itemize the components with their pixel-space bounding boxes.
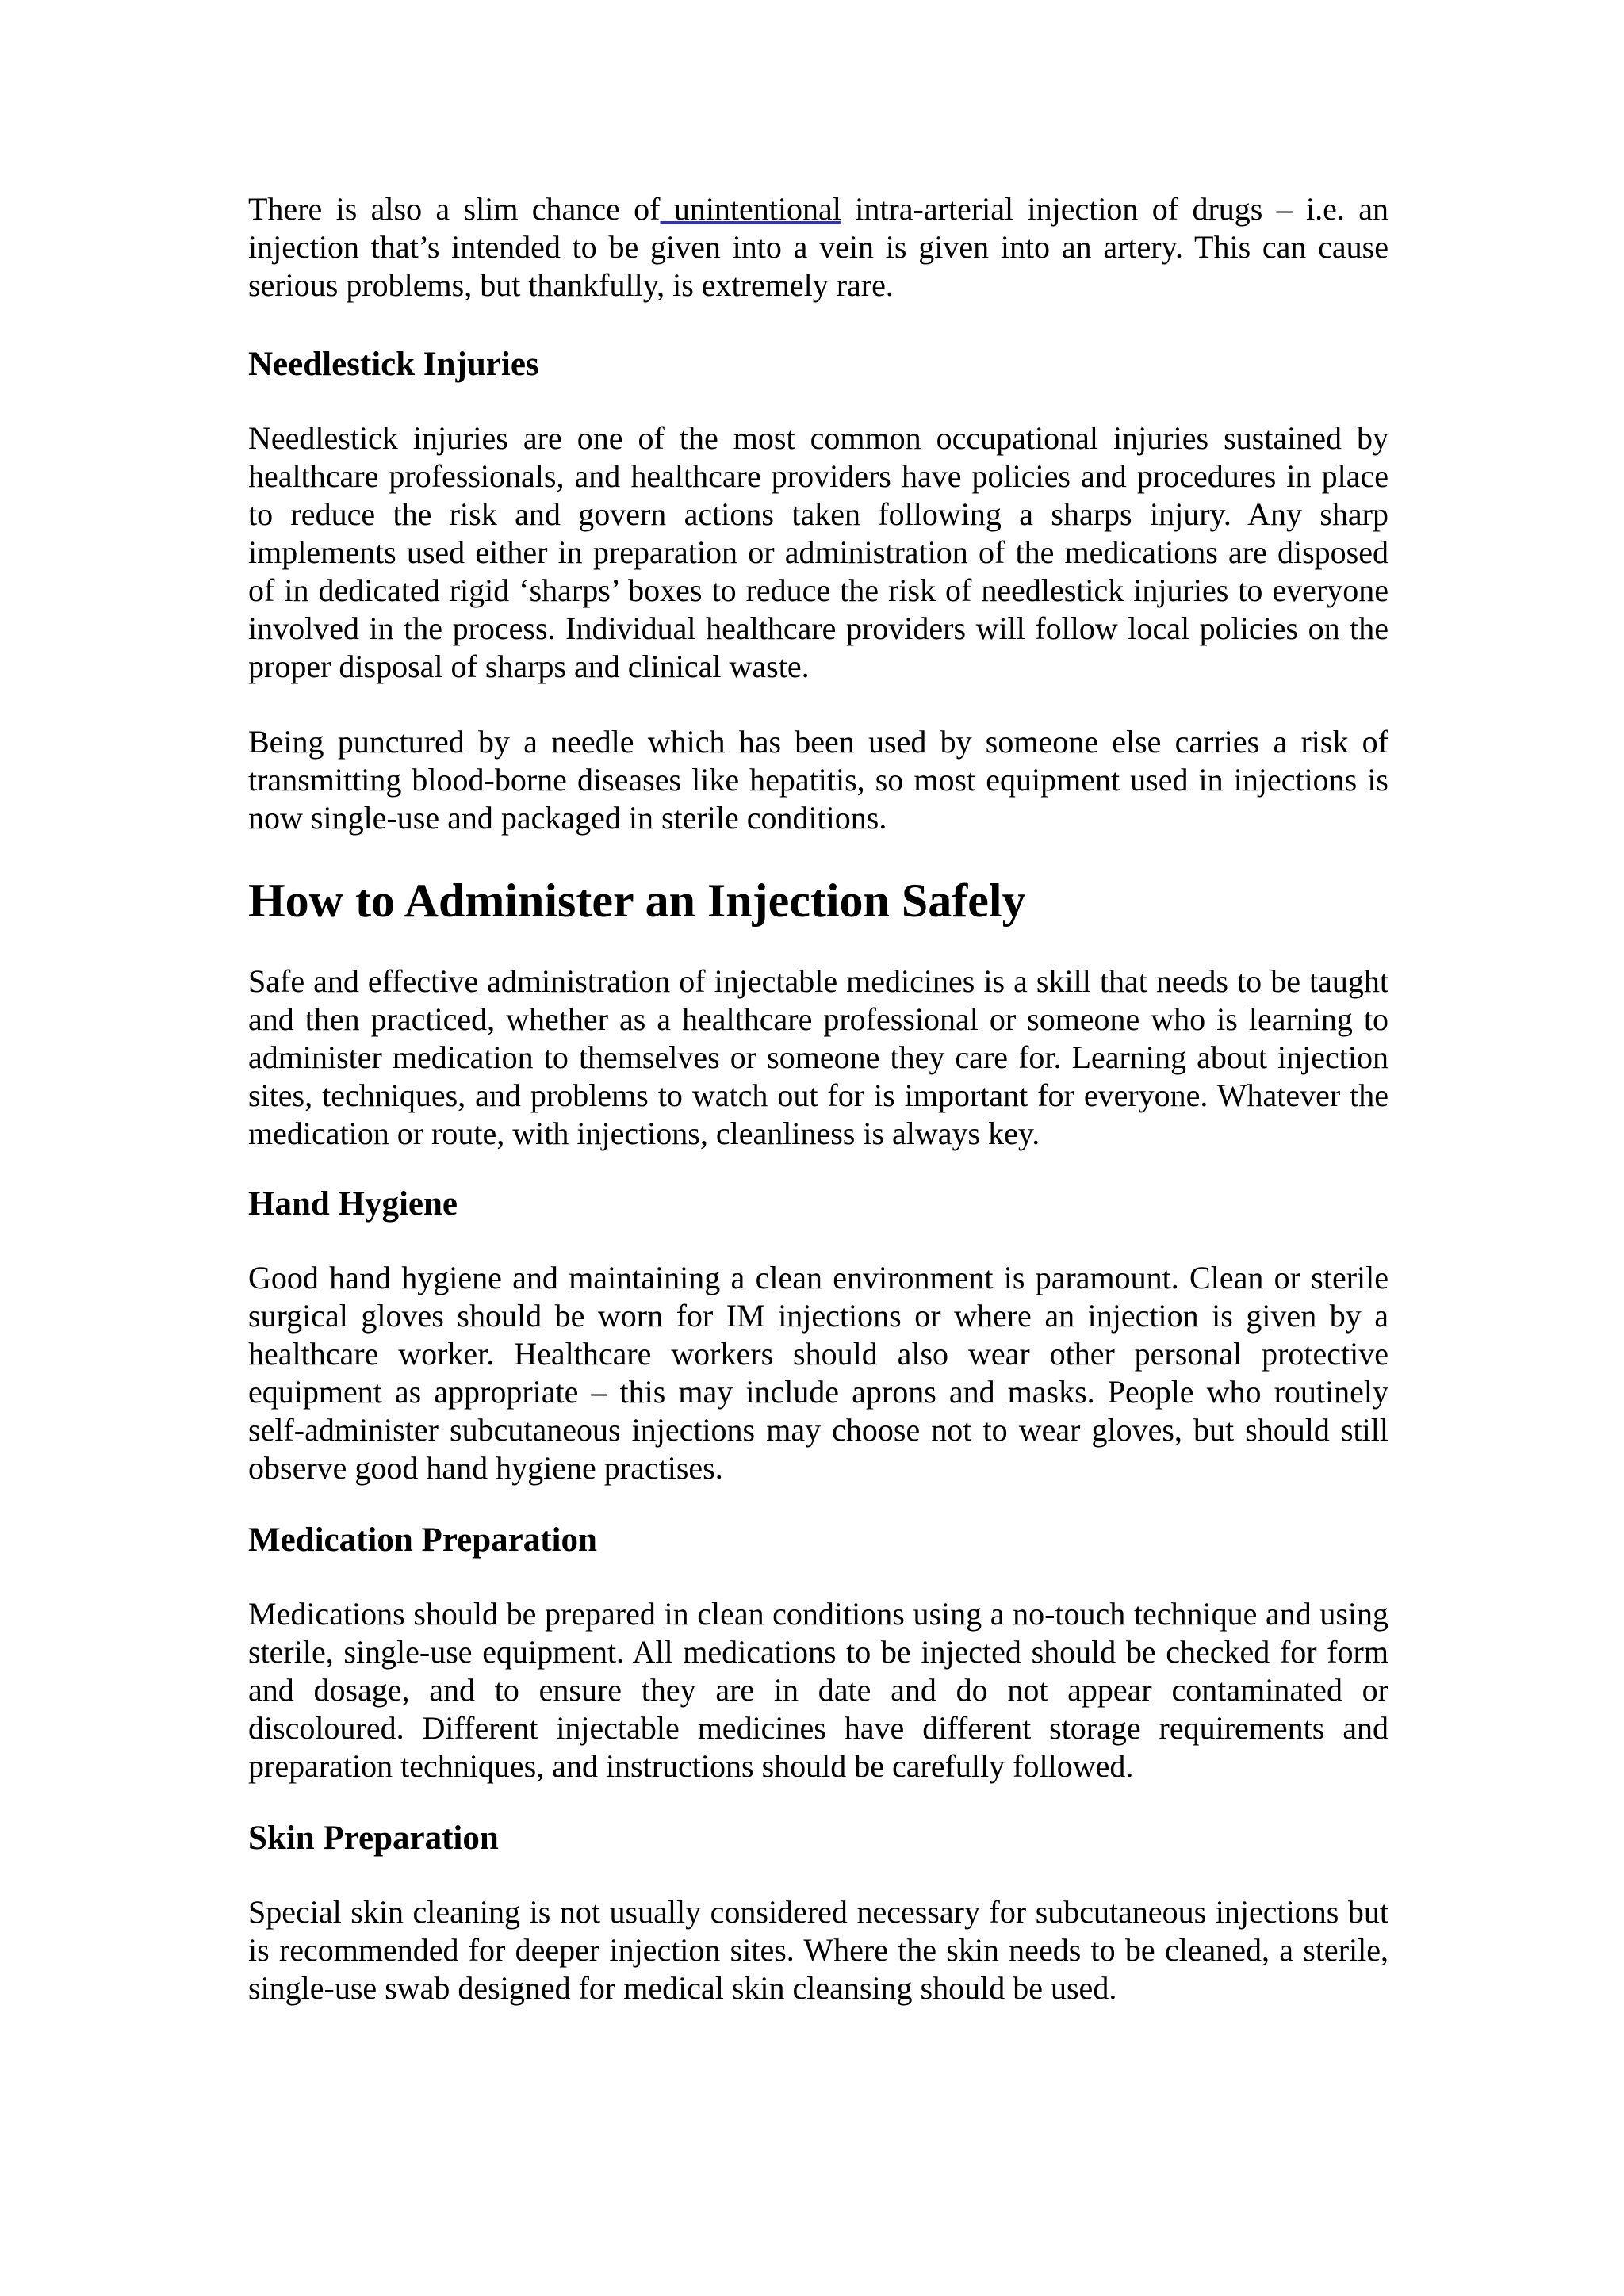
hand-hygiene-heading: Hand Hygiene <box>248 1185 458 1223</box>
medication-preparation-heading: Medication Preparation <box>248 1521 597 1559</box>
hand-hygiene-paragraph: Good hand hygiene and maintaining a clean environment is paramount. Clean or sterile surgical gloves should be worn for IM injections or where an injection is given by a healthcare worker. Healthcare workers should also wear other personal protective equipment as appropriate – this may include aprons and masks. People who routinely self-administer subcutaneous injections may choose not to wear gloves, but should still observe good hand hygiene practises. <box>248 1260 1388 1486</box>
intro-paragraph-lead: There is also a slim chance of <box>248 191 661 227</box>
intro-paragraph-rest: intra-arterial injection of drugs – i.e. an injection that’s intended to be given into a vein is given into an artery. This can cause serious problems, but thankfully, is extremely rare. <box>248 191 1389 303</box>
medication-preparation-paragraph: Medications should be prepared in clean conditions using a no-touch technique and using sterile, single-use equipment. All medications to be injected should be checked for form and dosage, and to ensure they are in date and do not appear contaminated or discoloured. Different injectable medicines have different storage requirements and preparation techniques, and instructions should be carefully followed. <box>248 1596 1388 1784</box>
needlestick-heading: Needlestick Injuries <box>248 346 539 383</box>
needlestick-paragraph-1: Needlestick injuries are one of the most common occupational injuries sustained by healthcare professionals, and healthcare providers have policies and procedures in place to reduce the risk and govern actions taken following a sharps injury. Any sharp implements used either in preparation or administration of the medications are disposed of in dedicated rigid ‘sharps’ boxes to reduce the risk of needlestick injuries to everyone involved in the process. Individual healthcare providers will follow local policies on the proper disposal of sharps and clinical waste. <box>248 420 1388 684</box>
main-section-heading: How to Administer an Injection Safely <box>248 874 1026 927</box>
document-body <box>248 190 1388 2007</box>
skin-preparation-paragraph: Special skin cleaning is not usually considered necessary for subcutaneous injections but is recommended for deeper injection sites. Where the skin needs to be cleaned, a sterile, single-use swab designed for medical skin cleansing should be used. <box>248 1894 1388 2006</box>
intro-paragraph <box>248 190 1388 304</box>
skin-preparation-heading: Skin Preparation <box>248 1820 499 1857</box>
intro-link-fragment[interactable]: unintentional <box>660 191 841 227</box>
main-section-intro: Safe and effective administration of injectable medicines is a skill that needs to be taught and then practiced, whether as a healthcare professional or someone who is learning to administer medication to themselves or someone they care for. Learning about injection sites, techniques, and problems to watch out for is important for everyone. Whatever the medication or route, with injections, cleanliness is always key. <box>248 963 1388 1151</box>
needlestick-paragraph-2: Being punctured by a needle which has been used by someone else carries a risk of transmitting blood-borne diseases like hepatitis, so most equipment used in injections is now single-use and packaged in sterile conditions. <box>248 724 1388 836</box>
